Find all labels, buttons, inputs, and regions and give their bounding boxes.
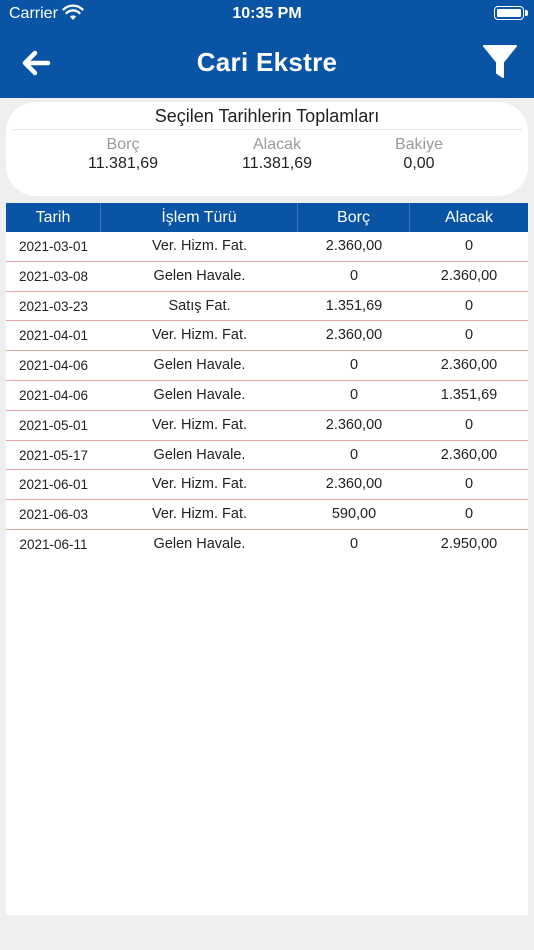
total-borc-label: Borç	[106, 136, 140, 153]
cell-tarih: 2021-05-01	[18, 417, 89, 433]
cell-borc: 0	[349, 267, 359, 284]
status-bar	[0, 0, 534, 28]
cell-alacak: 0	[464, 297, 474, 314]
table-row[interactable]	[6, 232, 528, 262]
table-row[interactable]	[6, 500, 528, 530]
cell-tarih: 2021-03-08	[18, 268, 89, 284]
cell-borc: 0	[349, 386, 359, 403]
cell-islem-turu: Ver. Hizm. Fat.	[151, 416, 248, 433]
column-header-alacak[interactable]: Alacak	[444, 209, 494, 226]
cell-alacak: 2.950,00	[440, 535, 498, 552]
total-bakiye-label: Bakiye	[394, 136, 444, 153]
totals-divider	[12, 129, 522, 130]
cell-alacak: 2.360,00	[440, 357, 498, 374]
cell-islem-turu: Ver. Hizm. Fat.	[151, 327, 248, 344]
cell-tarih: 2021-03-01	[18, 239, 89, 254]
cell-borc: 2.360,00	[325, 327, 383, 344]
carrier-label: Carrier	[9, 5, 58, 22]
table-header	[6, 203, 528, 232]
total-alacak-label: Alacak	[252, 136, 302, 153]
total-bakiye	[329, 136, 509, 173]
cell-tarih: 2021-03-23	[18, 298, 89, 314]
cell-alacak: 0	[464, 416, 474, 433]
cell-alacak: 0	[464, 476, 474, 493]
cell-tarih: 2021-06-03	[18, 507, 89, 523]
table-row[interactable]	[6, 411, 528, 441]
cell-islem-turu: Ver. Hizm. Fat.	[151, 476, 248, 493]
table-row[interactable]	[6, 470, 528, 500]
cell-tarih: 2021-06-01	[18, 477, 89, 493]
column-header-islem-turu[interactable]: İşlem Türü	[101, 203, 298, 232]
cell-islem-turu: Gelen Havale.	[153, 535, 246, 552]
cell-alacak: 0	[464, 327, 474, 344]
totals-card	[6, 102, 528, 196]
cell-borc: 590,00	[331, 506, 377, 523]
statement-table	[6, 203, 528, 915]
filter-icon[interactable]	[482, 43, 518, 81]
cell-borc: 2.360,00	[325, 416, 383, 433]
table-body	[6, 232, 528, 560]
cell-islem-turu: Ver. Hizm. Fat.	[151, 506, 248, 523]
totals-heading: Seçilen Tarihlerin Toplamları	[154, 106, 380, 126]
cell-borc: 0	[349, 535, 359, 552]
cell-borc: 0	[349, 357, 359, 374]
cell-islem-turu: Ver. Hizm. Fat.	[151, 238, 248, 254]
cell-islem-turu: Gelen Havale.	[153, 267, 246, 284]
column-header-borc[interactable]: Borç	[298, 203, 410, 232]
table-row[interactable]	[6, 351, 528, 381]
app-header	[0, 0, 534, 98]
cell-islem-turu: Gelen Havale.	[153, 446, 246, 463]
table-row[interactable]	[6, 292, 528, 322]
table-row[interactable]	[6, 321, 528, 351]
cell-tarih: 2021-05-17	[18, 447, 89, 463]
total-borc	[33, 136, 213, 173]
cell-tarih: 2021-06-11	[19, 536, 88, 552]
cell-tarih: 2021-04-06	[18, 387, 89, 403]
cell-tarih: 2021-04-06	[18, 358, 89, 374]
cell-borc: 1.351,69	[325, 297, 383, 314]
cell-alacak: 1.351,69	[440, 386, 498, 403]
column-header-tarih[interactable]: Tarih	[6, 203, 101, 232]
battery-tip	[525, 10, 528, 16]
table-row[interactable]	[6, 441, 528, 471]
cell-alacak: 0	[464, 506, 474, 523]
cell-islem-turu: Satış Fat.	[168, 297, 231, 314]
table-row[interactable]	[6, 262, 528, 292]
cell-alacak: 0	[464, 238, 474, 254]
cell-islem-turu: Gelen Havale.	[153, 386, 246, 403]
table-row[interactable]	[6, 530, 528, 560]
battery-icon	[494, 6, 524, 20]
cell-borc: 2.360,00	[325, 476, 383, 493]
nav-bar	[0, 28, 534, 98]
page-title: Cari Ekstre	[196, 47, 338, 77]
cell-tarih: 2021-04-01	[18, 328, 89, 344]
cell-alacak: 2.360,00	[440, 267, 498, 284]
cell-borc: 2.360,00	[325, 238, 383, 254]
total-bakiye-value: 0,00	[403, 155, 435, 172]
cell-alacak: 2.360,00	[440, 446, 498, 463]
status-time: 10:35 PM	[232, 5, 302, 22]
total-alacak-value: 11.381,69	[242, 155, 312, 172]
cell-islem-turu: Gelen Havale.	[153, 357, 246, 374]
table-row[interactable]	[6, 381, 528, 411]
cell-borc: 0	[349, 446, 359, 463]
total-borc-value: 11.381,69	[88, 155, 158, 172]
